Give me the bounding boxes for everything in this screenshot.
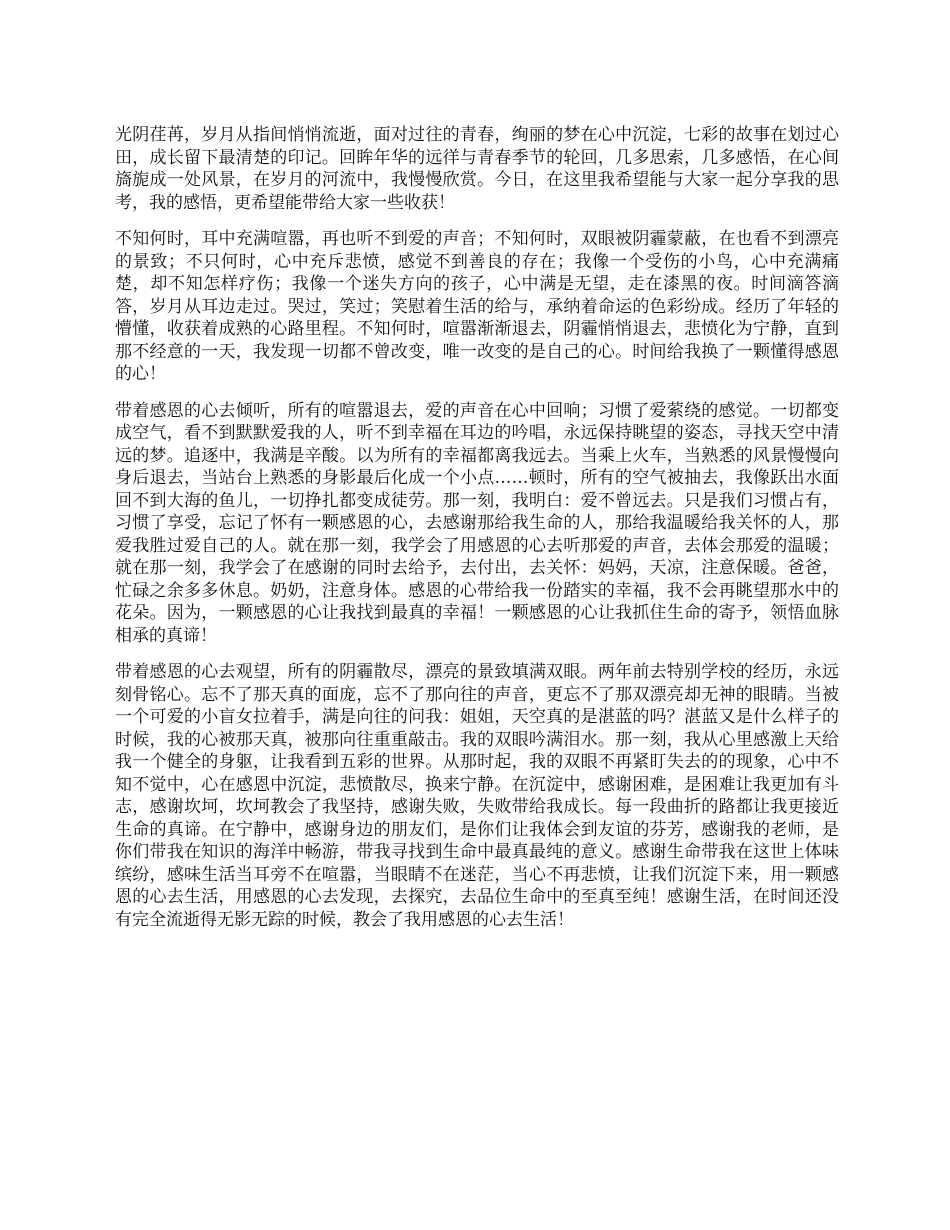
paragraph-4: 带着感恩的心去观望，所有的阴霾散尽，漂亮的景致填满双眼。两年前去特别学校的经历，永远刻骨铭心。忘不了那天真的面庞，忘不了那向往的声音，更忘不了那双漂亮却无神的眼睛。当被一个可爱的小盲女拉着手，满是向往的问我：姐姐，天空真的是湛蓝的吗？湛蓝又是什么样子的时候，我的心被那天真，被那向往重重敲击。我的双眼吟满泪水。那一刻，我从心里感激上天给我一个健全的身躯，让我看到五彩的世界。从那时起，我的双眼不再紧盯失去的的现象，心中不知不觉中，心在感恩中沉淀，悲愤散尽，换来宁静。在沉淀中，感谢困难，是困难让我更加有斗志，感谢坎坷，坎坷教会了我坚持，感谢失败，失败带给我成长。每一段曲折的路都让我更接近生命的真谛。在宁静中，感谢身边的朋友们，是你们让我体会到友谊的芬芳，感谢我的老师，是你们带我在知识的海洋中畅游，带我寻找到生命中最真最纯的意义。感谢生命带我在这世上体味缤纷，感味生活当耳旁不在喧嚣，当眼睛不在迷茫，当心不再悲愤，让我们沉淀下来，用一颗感恩的心去生活，用感恩的心去发现，去探究，去品位生命中的至真至纯！感谢生活，在时间还没有完全流逝得无影无踪的时候，教会了我用感恩的心去生活！	[115, 662, 839, 930]
paragraph-3: 带着感恩的心去倾听，所有的喧嚣退去，爱的声音在心中回响；习惯了爱萦绕的感觉。一切都变成空气，看不到默默爱我的人，听不到幸福在耳边的吟唱，永远保持眺望的姿态，寻找天空中清远的梦。追逐中，我满是辛酸。以为所有的幸福都离我远去。当乘上火车，当熟悉的风景慢慢向身后退去，当站台上熟悉的身影最后化成一个小点……顿时，所有的空气被抽去，我像跃出水面回不到大海的鱼儿，一切挣扎都变成徒劳。那一刻，我明白：爱不曾远去。只是我们习惯占有，习惯了享受，忘记了怀有一颗感恩的心，去感谢那给我生命的人，那给我温暖给我关怀的人，那爱我胜过爱自己的人。就在那一刻，我学会了用感恩的心去听那爱的声音，去体会那爱的温暖；就在那一刻，我学会了在感谢的同时去给予，去付出，去关怀：妈妈，天凉，注意保暖。爸爸，忙碌之余多多休息。奶奶，注意身体。感恩的心带给我一份踏实的幸福，我不会再眺望那水中的花朵。因为，一颗感恩的心让我找到最真的幸福！一颗感恩的心让我抓住生命的寄予，领悟血脉相承的真谛！	[115, 400, 839, 646]
document-body	[115, 124, 839, 945]
paragraph-2: 不知何时，耳中充满喧嚣，再也听不到爱的声音；不知何时，双眼被阴霾蒙蔽，在也看不到漂亮的景致；不只何时，心中充斥悲愤，感觉不到善良的存在；我像一个受伤的小鸟，心中充满痛楚，却不知怎样疗伤；我像一个迷失方向的孩子，心中满是无望，走在漆黑的夜。时间滴答滴答，岁月从耳边走过。哭过，笑过；笑慰着生活的给与，承纳着命运的色彩纷成。经历了年轻的懵懂，收获着成熟的心路里程。不知何时，喧嚣渐渐退去，阴霾悄悄退去，悲愤化为宁静，直到那不经意的一天，我发现一切都不曾改变，唯一改变的是自己的心。时间给我换了一颗懂得感恩的心！	[115, 229, 839, 384]
paragraph-intro: 光阴荏苒，岁月从指间悄悄流逝，面对过往的青春，绚丽的梦在心中沉淀，七彩的故事在划过心田，成长留下最清楚的印记。回眸年华的远徉与青春季节的轮回，几多思索，几多感悟，在心间旖旎成一处风景，在岁月的河流中，我慢慢欣赏。今日，在这里我希望能与大家一起分享我的思考，我的感悟，更希望能带给大家一些收获！	[115, 125, 839, 213]
